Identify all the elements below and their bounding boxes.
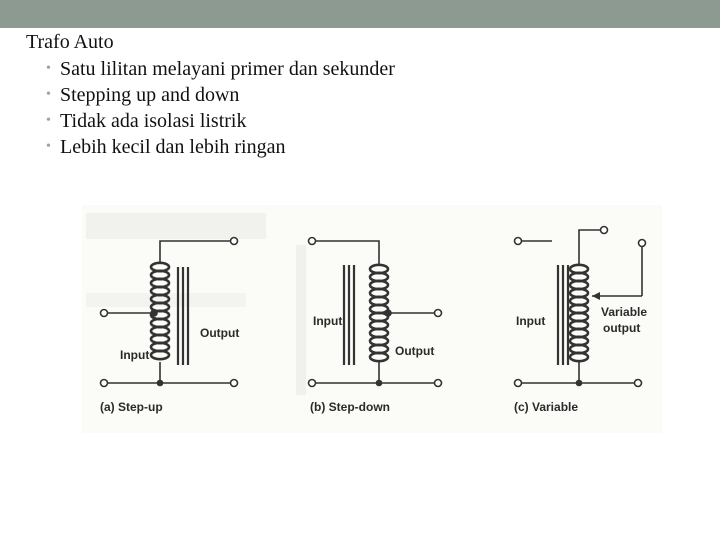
variable-caption: (c) Variable bbox=[514, 400, 579, 414]
step-up-input-label: Input bbox=[120, 348, 150, 362]
bullet-icon: • bbox=[46, 113, 51, 128]
step-up-output-label: Output bbox=[200, 326, 240, 340]
variable-output-label-line2: output bbox=[603, 321, 641, 335]
bullet-item: • Lebih kecil dan lebih ringan bbox=[46, 136, 286, 158]
bullet-item: • Satu lilitan melayani primer dan sekunder bbox=[46, 58, 395, 80]
bullet-icon: • bbox=[46, 87, 51, 102]
top-bar bbox=[0, 0, 720, 28]
bullet-item: • Tidak ada isolasi listrik bbox=[46, 110, 247, 132]
step-up-circuit bbox=[101, 238, 238, 387]
step-down-circuit bbox=[309, 238, 442, 387]
bullet-list bbox=[46, 56, 395, 160]
bullet-icon: • bbox=[46, 139, 51, 154]
variable-input-label: Input bbox=[516, 314, 546, 328]
step-down-input-label: Input bbox=[313, 314, 343, 328]
autotransformer-diagram bbox=[82, 205, 662, 433]
bullet-item: • Stepping up and down bbox=[46, 84, 240, 106]
step-down-output-label: Output bbox=[395, 344, 435, 358]
step-down-caption: (b) Step-down bbox=[310, 400, 390, 414]
bullet-icon: • bbox=[46, 61, 51, 76]
variable-output-label-line1: Variable bbox=[601, 305, 648, 319]
autotransformer-figure bbox=[82, 205, 662, 433]
step-up-caption: (a) Step-up bbox=[100, 400, 163, 414]
slide-title: Trafo Auto bbox=[26, 31, 114, 53]
